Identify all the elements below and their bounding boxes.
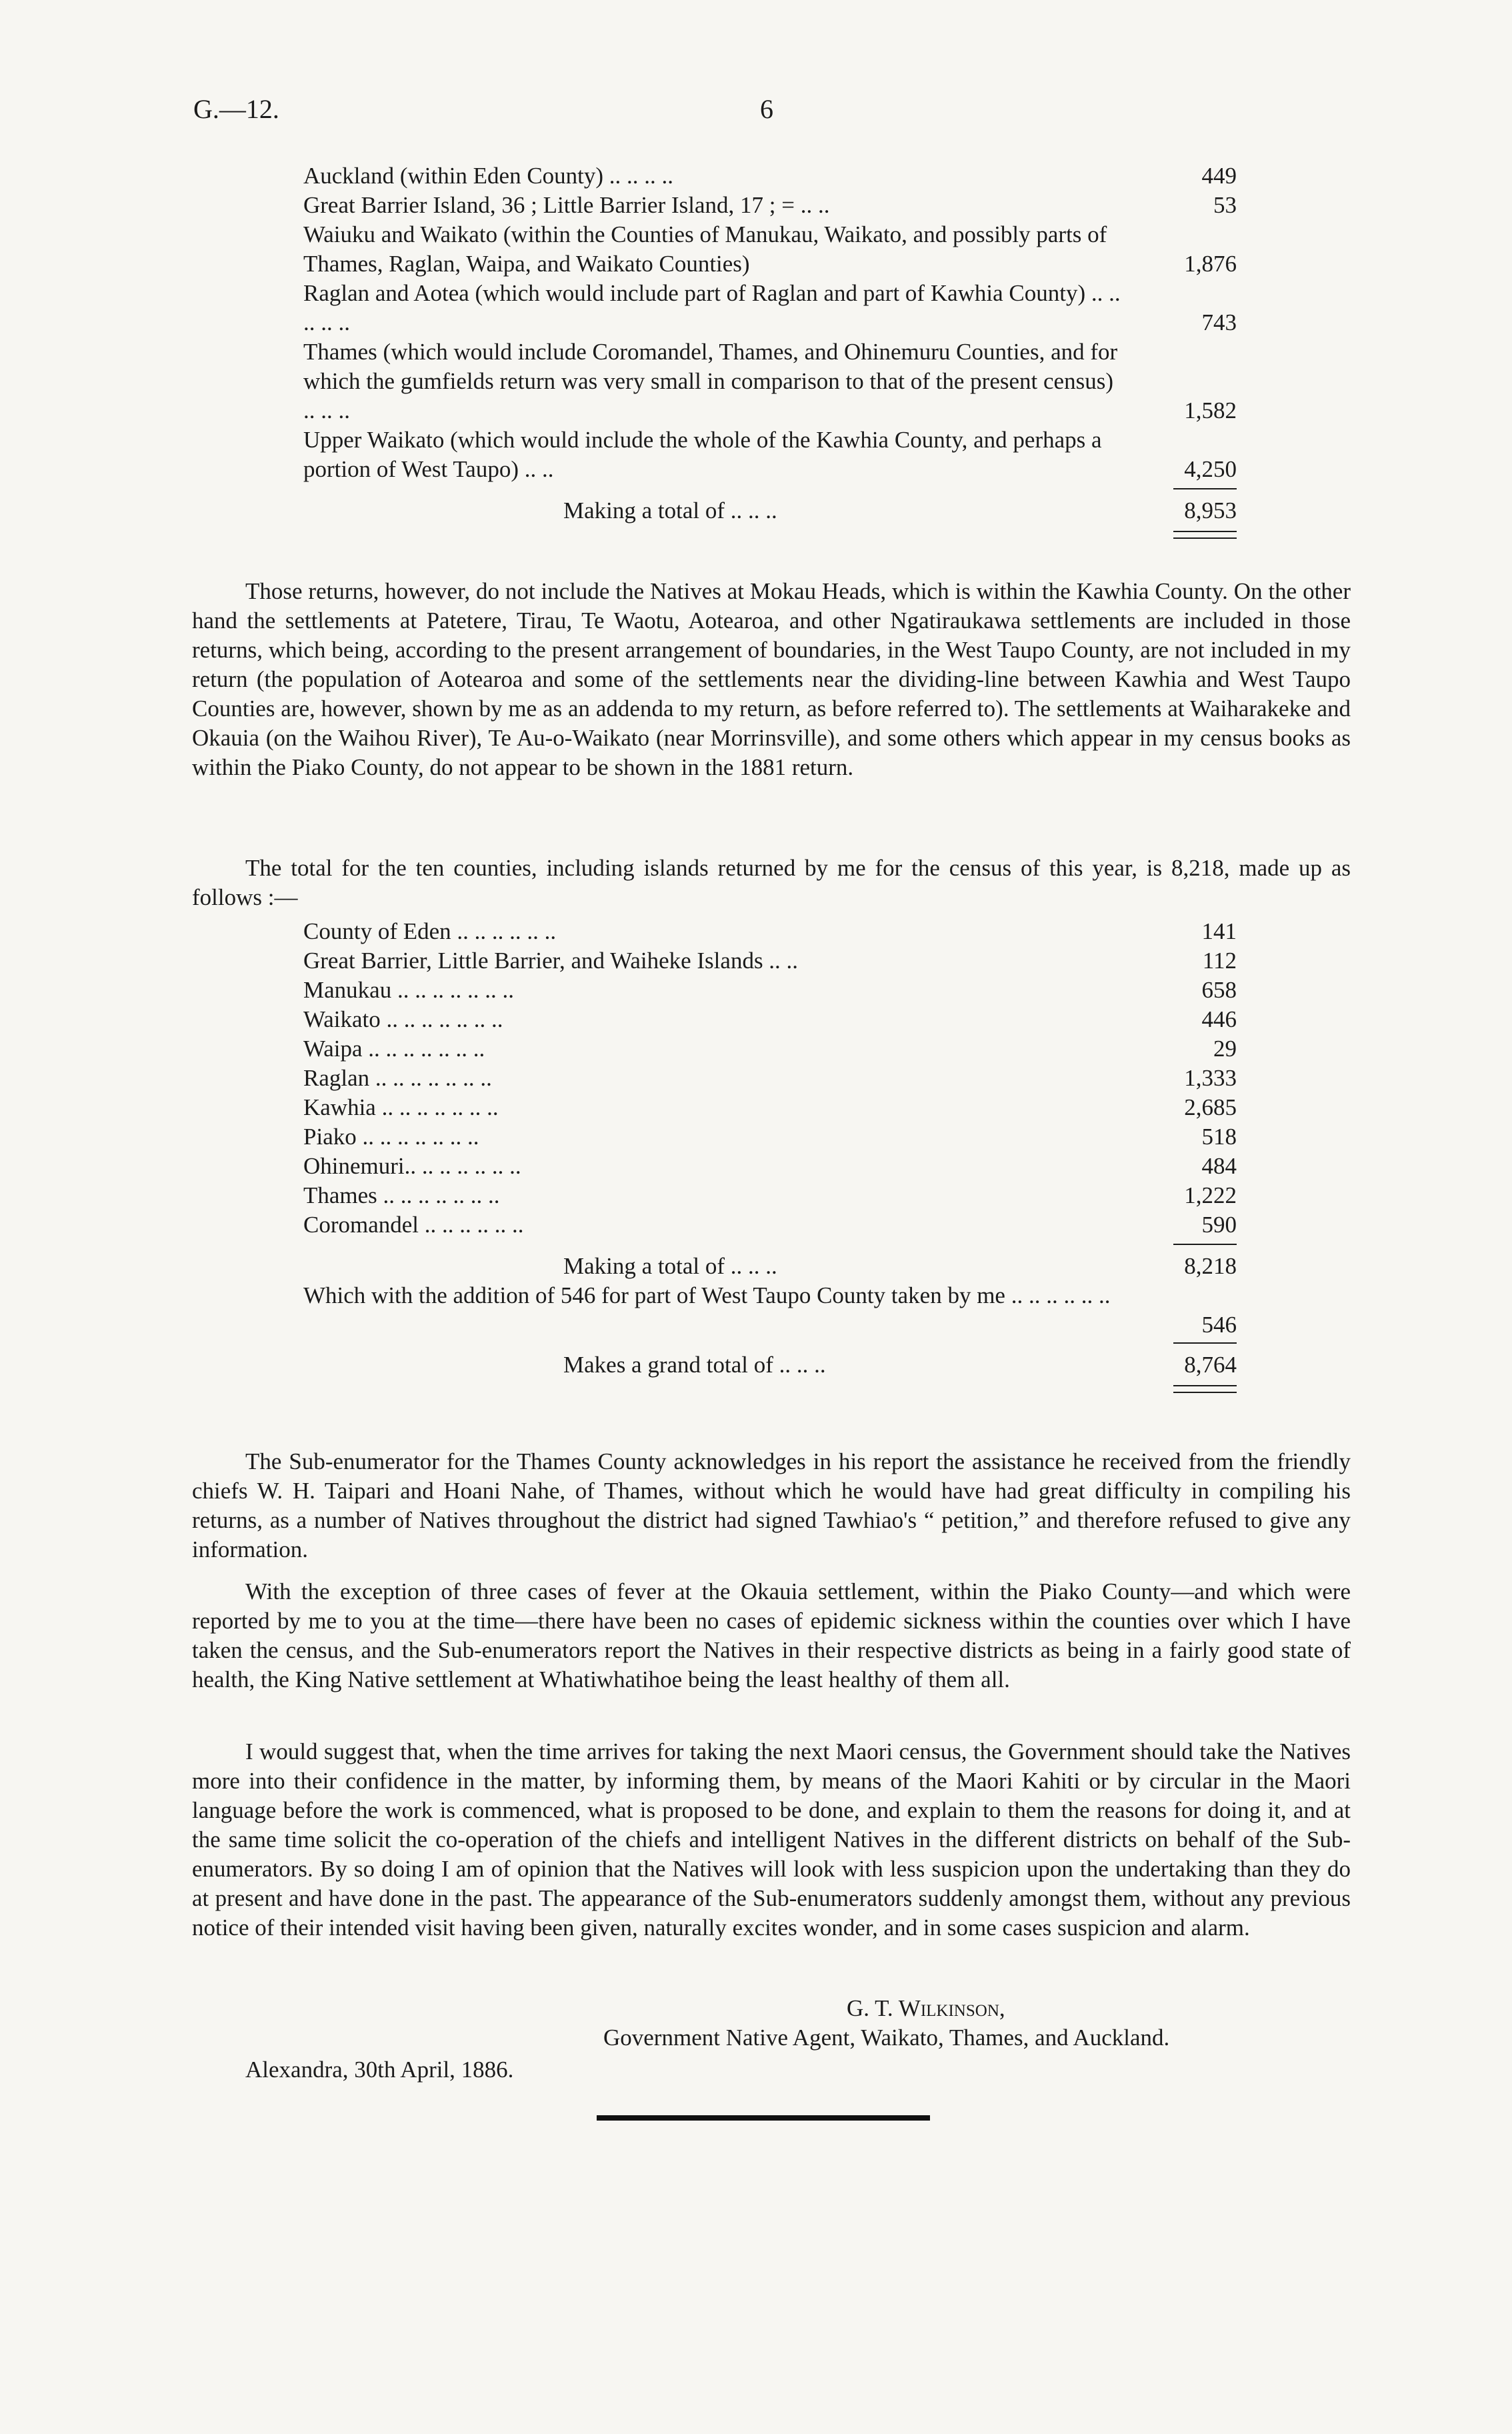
place-date: Alexandra, 30th April, 1886.: [245, 2057, 514, 2083]
census-table-counties: [303, 917, 1237, 1393]
end-rule: [597, 2115, 930, 2121]
addition-row: Which with the addition of 546 for part of West Taupo County taken by me .. .. .. .. .. .. 546: [303, 1282, 1237, 1338]
census-table-returns: [303, 161, 1237, 539]
paragraph-ten-counties: The total for the ten counties, including islands returned by me for the census of this year, is 8,218, made up as follows :—: [192, 855, 1351, 910]
grand-total-row: Makes a grand total of .. .. .. 8,764: [563, 1352, 1237, 1378]
signature-name: G. T. Wilkinson,: [847, 1995, 1005, 2021]
table-row: Auckland (within Eden County) .. .. .. .. 449: [303, 163, 1237, 189]
total-row: Making a total of .. .. .. 8,953: [563, 497, 1237, 523]
table-row: Coromandel .. .. .. .. .. .. 590: [303, 1212, 1237, 1238]
table-row: Raglan and Aotea (which would include part of Raglan and part of Kawhia County) .. .. .. .. .. 743: [303, 280, 1237, 335]
total-row: Making a total of .. .. .. 8,218: [563, 1253, 1237, 1279]
table-row: Thames (which would include Coromandel, Thames, and Ohinemuru Counties, and for which the gumfields return was very small in comparison to that of the present census) .. .. .. 1,582: [303, 339, 1237, 423]
page-number: 6: [760, 94, 773, 124]
table-row: Upper Waikato (which would include the whole of the Kawhia County, and perhaps a portion of West Taupo) .. .. 4,250: [303, 427, 1237, 482]
paragraph-health: With the exception of three cases of fever at the Okauia settlement, within the Piako County—and which were reported by me to you at the time—there have been no cases of epidemic sickness within the counties over which I have taken the census, and the Sub-enumerators report the Natives in their respective districts as being in a fairly good state of health, the King Native settlement at Whatiwhatihoe being the least healthy of them all.: [192, 1578, 1351, 1692]
double-rule: [303, 531, 1237, 539]
table-row: Piako .. .. .. .. .. .. .. 518: [303, 1124, 1237, 1150]
divider: [303, 1340, 1237, 1350]
document-reference: G.—12.: [193, 94, 279, 124]
table-row: Waiuku and Waikato (within the Counties of Manukau, Waikato, and possibly parts of Thames, Raglan, Waipa, and Waikato Counties) 1,876: [303, 221, 1237, 277]
divider: [303, 1240, 1237, 1252]
page-header: [193, 93, 1347, 133]
table-row: Kawhia .. .. .. .. .. .. .. 2,685: [303, 1094, 1237, 1120]
table-row: Manukau .. .. .. .. .. .. .. 658: [303, 977, 1237, 1003]
table-row: County of Eden .. .. .. .. .. .. 141: [303, 918, 1237, 944]
table-row: Great Barrier, Little Barrier, and Waiheke Islands .. .. 112: [303, 948, 1237, 974]
table-row: Thames .. .. .. .. .. .. .. 1,222: [303, 1182, 1237, 1208]
paragraph-thames-report: The Sub-enumerator for the Thames County acknowledges in his report the assistance he received from the friendly chiefs W. H. Taipari and Hoani Nahe, of Thames, without which he would have had great difficulty in compiling his returns, as a number of Natives throughout the district had signed Tawhiao's “ petition,” and therefore refused to give any information.: [192, 1448, 1351, 1562]
table-row: Waipa .. .. .. .. .. .. .. 29: [303, 1036, 1237, 1062]
double-rule: [303, 1385, 1237, 1393]
paragraph-returns-note: Those returns, however, do not include the Natives at Mokau Heads, which is within the Kawhia County. On the other hand the settlements at Patetere, Tirau, Te Waotu, Aotearoa, and other Ngatiraukawa settlements are included in those returns, which being, according to the present arrangement of boundaries, in the West Taupo County, are not included in my return (the population of Aotearoa and some of the settlements near the dividing-line between Kawhia and West Taupo Counties are, however, shown by me as an addenda to my return, as before referred to). The settlements at Waiharakeke and Okauia (on the Waihou River), Te Au-o-Waikato (near Morrinsville), and some others which appear in my census books as within the Piako County, do not appear to be shown in the 1881 return.: [192, 578, 1351, 780]
divider: [303, 484, 1237, 496]
table-row: Ohinemuri.. .. .. .. .. .. .. 484: [303, 1153, 1237, 1179]
table-row: Great Barrier Island, 36 ; Little Barrier Island, 17 ; = .. .. 53: [303, 192, 1237, 218]
table-row: Waikato .. .. .. .. .. .. .. 446: [303, 1006, 1237, 1032]
paragraph-suggestion: I would suggest that, when the time arrives for taking the next Maori census, the Government should take the Natives more into their confidence in the matter, by informing them, by means of the Maori Kahiti or by circular in the Maori language before the work is commenced, what is proposed to be done, and explain to them the reasons for doing it, and at the same time solicit the co-operation of the chiefs and intelligent Natives in the different districts on behalf of the Sub-enumerators. By so doing I am of opinion that the Natives will look with less suspicion upon the undertaking than they do at present and have done in the past. The appearance of the Sub-enumerators suddenly amongst them, without any previous notice of their intended visit having been given, naturally excites wonder, and in some cases suspicion and alarm.: [192, 1738, 1351, 1941]
table-row: Raglan .. .. .. .. .. .. .. 1,333: [303, 1065, 1237, 1091]
signature-title: Government Native Agent, Waikato, Thames, and Auckland.: [603, 2025, 1170, 2051]
